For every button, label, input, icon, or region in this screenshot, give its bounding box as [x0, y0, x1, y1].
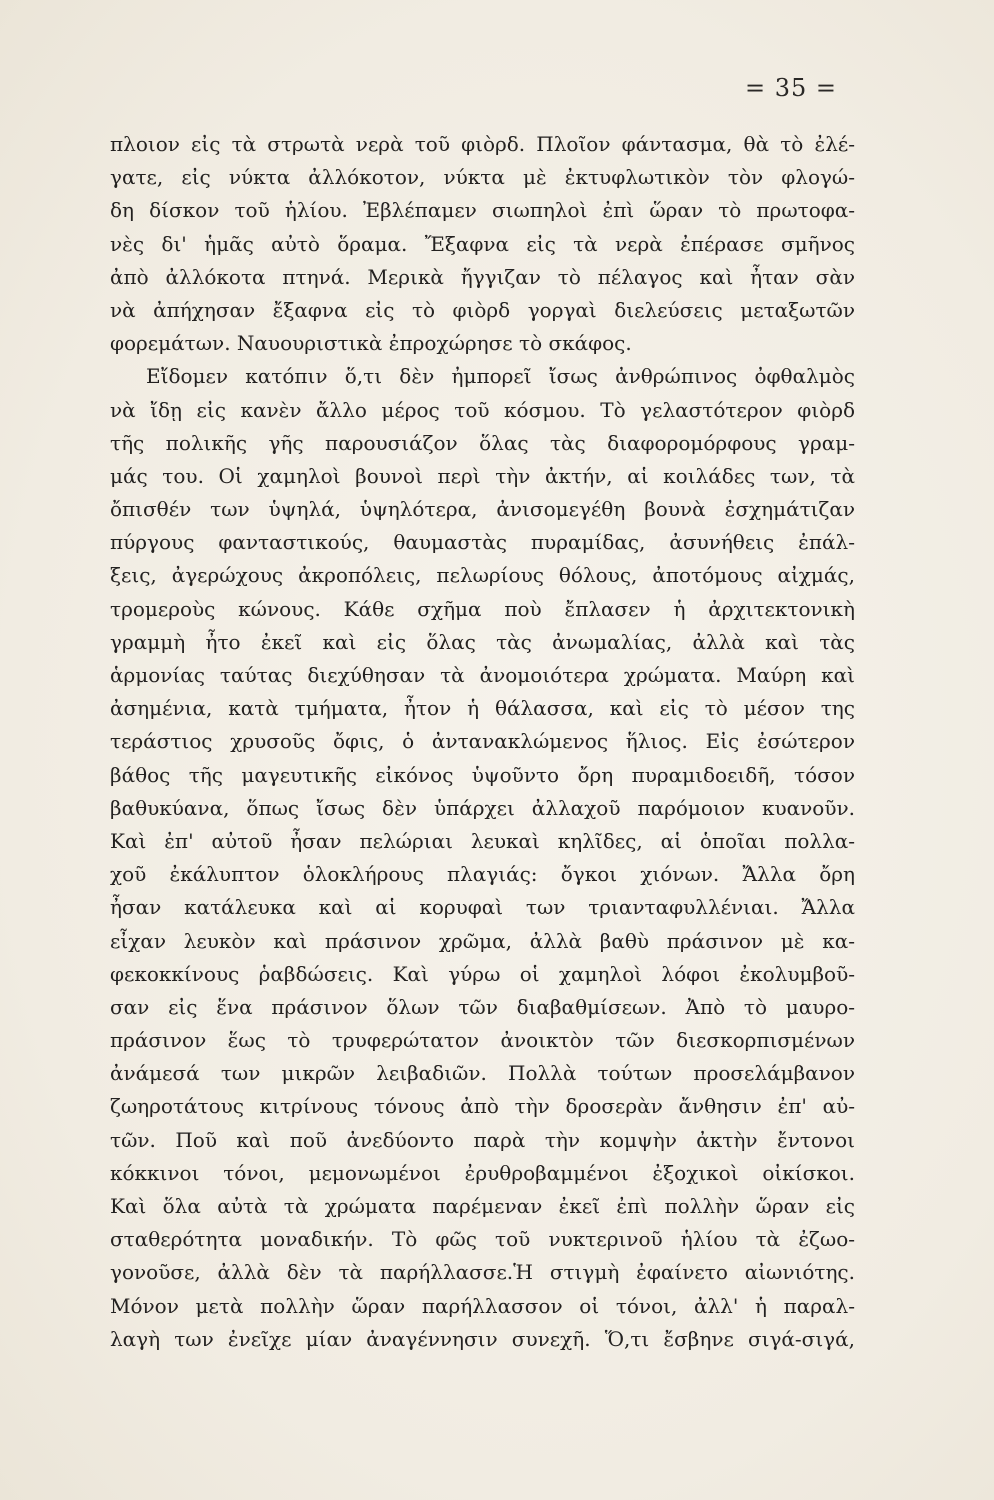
text-line: τῆς πολικῆς γῆς παρουσιάζον ὅλας τὰς διαφορομόρφους γραμ-: [110, 430, 855, 455]
text-line: τρομεροὺς κώνους. Κάθε σχῆμα ποὺ ἔπλασεν ἡ ἀρχιτεκτονικὴ: [110, 596, 855, 621]
text-line: ὄπισθέν των ὑψηλά, ὑψηλότερα, ἀνισομεγέθη βουνὰ ἐσχημάτιζαν: [110, 497, 855, 522]
text-line: ἀνάμεσά των μικρῶν λειβαδιῶν. Πολλὰ τούτων προσελάμβανον: [110, 1061, 855, 1086]
text-line: βαθυκύανα, ὅπως ἴσως δὲν ὑπάρχει ἀλλαχοῦ παρόμοιον κυανοῦν.: [110, 795, 855, 820]
paragraph: [110, 128, 855, 360]
text-line: νὲς δι' ἡμᾶς αὐτὸ ὅραμα. Ἔξαφνα εἰς τὰ νερὰ ἐπέρασε σμῆνος: [110, 231, 855, 256]
text-line: φορεμάτων. Ναυουριστικὰ ἐπροχώρησε τὸ σκάφος.: [110, 331, 632, 356]
body-text: [110, 128, 855, 1356]
text-line: τῶν. Ποῦ καὶ ποῦ ἀνεδύοντο παρὰ τὴν κομψὴν ἀκτὴν ἔντονοι: [110, 1127, 855, 1152]
text-line: Καὶ ἐπ' αὐτοῦ ἦσαν πελώριαι λευκαὶ κηλῖδες, αἱ ὁποῖαι πολλα-: [110, 828, 855, 853]
paragraph: [110, 360, 855, 1356]
text-line: εἶχαν λευκὸν καὶ πράσινον χρῶμα, ἀλλὰ βαθὺ πράσινον μὲ κα-: [110, 928, 855, 953]
text-line: ἁρμονίας ταύτας διεχύθησαν τὰ ἀνομοιότερα χρώματα. Μαύρη καὶ: [110, 663, 855, 687]
text-line: γατε, εἰς νύκτα ἀλλόκοτον, νύκτα μὲ ἐκτυφλωτικὸν τὸν φλογώ-: [110, 165, 855, 190]
page-number: = 35 =: [745, 74, 838, 102]
text-line: πλοιον εἰς τὰ στρωτὰ νερὰ τοῦ φιὸρδ. Πλοῖον φάντασμα, θὰ τὸ ἐλέ-: [110, 132, 855, 156]
text-line: ξεις, ἀγερώχους ἀκροπόλεις, πελωρίους θόλους, ἀποτόμους αἰχμάς,: [110, 563, 855, 588]
text-line: τεράστιος χρυσοῦς ὄφις, ὁ ἀντανακλώμενος ἥλιος. Εἰς ἐσώτερον: [110, 729, 855, 754]
text-line: ζωηροτάτους κιτρίνους τόνους ἀπὸ τὴν δροσερὰν ἄνθησιν ἐπ' αὐ-: [110, 1094, 855, 1119]
text-line: γραμμὴ ἦτο ἐκεῖ καὶ εἰς ὅλας τὰς ἀνωμαλίας, ἀλλὰ καὶ τὰς: [110, 629, 855, 654]
text-line: Εἴδομεν κατόπιν ὅ,τι δὲν ἠμπορεῖ ἴσως ἀνθρώπινος ὀφθαλμὸς: [146, 364, 855, 389]
text-line: γονοῦσε, ἀλλὰ δὲν τὰ παρήλλασσε.Ἡ στιγμὴ ἐφαίνετο αἰωνιότης.: [110, 1260, 855, 1285]
text-line: σταθερότητα μοναδικήν. Τὸ φῶς τοῦ νυκτερινοῦ ἡλίου τὰ ἐζωο-: [110, 1227, 855, 1252]
text-line: νὰ ἴδῃ εἰς κανὲν ἄλλο μέρος τοῦ κόσμου. Τὸ γελαστότερον φιὸρδ: [110, 397, 855, 422]
text-line: νὰ ἀπήχησαν ἔξαφνα εἰς τὸ φιὸρδ γοργαὶ διελεύσεις μεταξωτῶν: [110, 297, 855, 322]
text-line: χοῦ ἐκάλυπτον ὁλοκλήρους πλαγιάς: ὄγκοι χιόνων. Ἄλλα ὄρη: [110, 862, 855, 887]
text-line: βάθος τῆς μαγευτικῆς εἰκόνος ὑψοῦντο ὄρη πυραμιδοειδῆ, τόσον: [110, 762, 855, 787]
text-line: ἀπὸ ἀλλόκοτα πτηνά. Μερικὰ ἤγγιζαν τὸ πέλαγος καὶ ἦταν σὰν: [110, 264, 855, 289]
text-line: φεκοκκίνους ῥαβδώσεις. Καὶ γύρω οἱ χαμηλοὶ λόφοι ἐκολυμβοῦ-: [110, 961, 855, 986]
text-line: πύργους φανταστικούς, θαυμαστὰς πυραμίδας, ἀσυνήθεις ἐπάλ-: [110, 530, 855, 555]
text-line: δη δίσκον τοῦ ἡλίου. Ἐβλέπαμεν σιωπηλοὶ ἐπὶ ὥραν τὸ πρωτοφα-: [110, 198, 855, 223]
text-line: Μόνον μετὰ πολλὴν ὥραν παρήλλασσον οἱ τόνοι, ἀλλ' ἡ παραλ-: [110, 1293, 855, 1318]
text-line: Καὶ ὅλα αὐτὰ τὰ χρώματα παρέμεναν ἐκεῖ ἐπὶ πολλὴν ὥραν εἰς: [110, 1194, 855, 1218]
text-line: πράσινον ἕως τὸ τρυφερώτατον ἀνοικτὸν τῶν διεσκορπισμένων: [110, 1028, 855, 1053]
text-line: ἦσαν κατάλευκα καὶ αἱ κορυφαὶ των τριανταφυλλένιαι. Ἄλλα: [110, 895, 855, 920]
text-line: λαγὴ των ἐνεῖχε μίαν ἀναγέννησιν συνεχῆ. Ὅ,τι ἔσβηνε σιγά-σιγά,: [110, 1326, 855, 1351]
text-line: κόκκινοι τόνοι, μεμονωμένοι ἐρυθροβαμμένοι ἐξοχικοὶ οἰκίσκοι.: [110, 1160, 855, 1185]
text-line: μάς του. Οἱ χαμηλοὶ βουνοὶ περὶ τὴν ἀκτήν, αἱ κοιλάδες των, τὰ: [110, 463, 855, 488]
text-line: σαν εἰς ἕνα πράσινον ὅλων τῶν διαβαθμίσεων. Ἀπὸ τὸ μαυρο-: [110, 994, 855, 1019]
text-line: ἀσημένια, κατὰ τμήματα, ἦτον ἡ θάλασσα, καὶ εἰς τὸ μέσον της: [110, 696, 855, 721]
